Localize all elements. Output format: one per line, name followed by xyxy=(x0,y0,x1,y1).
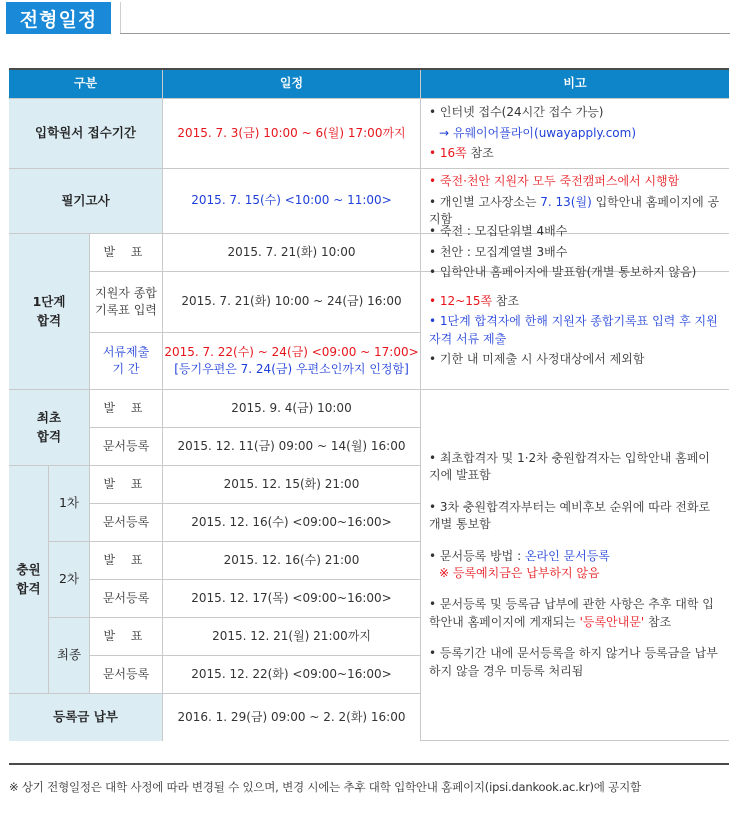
acceptance-remark-3b: 온라인 문서등록 xyxy=(524,548,610,563)
waitlist-round1-announce-label xyxy=(90,466,163,504)
schedule-table xyxy=(9,68,729,765)
stage1-docs-remark-page: • 12~15쪽 xyxy=(429,293,493,308)
application-remark-link: → 유웨이어플라이(uwayapply.com) xyxy=(439,125,637,140)
stage1-docs-remark-2: • 1단계 합격자에 한해 지원자 종합기록표 입력 후 지원자격 서류 제출 xyxy=(429,314,718,346)
waitlist-label-text: 충원 합격 xyxy=(16,562,41,596)
title-underline xyxy=(120,33,730,34)
final-announce-text: 발 표 xyxy=(103,400,149,415)
stage1-remark-2: • 천안 : 모집계열별 3배수 xyxy=(429,244,568,259)
stage1-docs-label-text: 서류제출 기 간 xyxy=(102,344,150,376)
final-announce-label xyxy=(90,390,163,428)
waitlist-label xyxy=(9,466,49,694)
application-remark-ref: 참조 xyxy=(466,146,494,161)
page-title: 전형일정 xyxy=(6,2,111,34)
stage1-announce-label xyxy=(90,234,163,272)
stage1-label-text: 1단계 합격 xyxy=(32,294,66,328)
acceptance-remark-2: • 3차 충원합격자부터는 예비후보 순위에 따라 전화로 개별 통보함 xyxy=(429,499,711,532)
application-label: 입학원서 접수기간 xyxy=(9,99,163,169)
acceptance-remark-4c: 참조 xyxy=(644,614,672,629)
stage1-record-date: 2015. 7. 21(화) 10:00 ~ 24(금) 16:00 xyxy=(163,272,421,333)
acceptance-remark-1: • 최초합격자 및 1·2차 충원합격자는 입학안내 홈페이지에 발표함 xyxy=(429,451,710,483)
stage1-docs-date xyxy=(163,333,421,390)
final-reg-label: 문서등록 xyxy=(90,428,163,466)
stage1-announce-text: 발 표 xyxy=(103,244,149,259)
title-divider xyxy=(120,2,121,34)
acceptance-remark-5: • 등록기간 내에 문서등록을 하지 않거나 등록금을 납부하지 않을 경우 미등록 처리됨 xyxy=(429,646,718,678)
acceptance-remarks xyxy=(421,390,729,741)
payment-label: 등록금 납부 xyxy=(9,694,163,741)
waitlist-round3-label: 최종 xyxy=(49,618,90,694)
acceptance-remark-3a: • 문서등록 방법 : xyxy=(429,548,525,563)
stage1-remark-3: • 입학안내 홈페이지에 발표함(개별 통보하지 않음) xyxy=(429,265,697,280)
waitlist-round3-announce-label xyxy=(90,618,163,656)
stage1-docs-remark-3: • 기한 내 미제출 시 사정대상에서 제외함 xyxy=(429,351,645,366)
stage1-docs-remark-ref: 참조 xyxy=(492,293,520,308)
stage1-docs-date-1: 2015. 7. 22(수) ~ 24(금) <09:00 ~ 17:00> xyxy=(164,344,419,359)
stage1-docs-date-2: [등기우편은 7. 24(금) 우편소인까지 인정함] xyxy=(174,362,409,376)
written-test-date: 2015. 7. 15(수) <10:00 ~ 11:00> xyxy=(163,169,421,234)
stage1-record-label: 지원자 종합기록표 입력 xyxy=(90,272,163,333)
waitlist-round1-announce-text: 발 표 xyxy=(103,476,149,491)
header-remarks: 비고 xyxy=(421,70,729,99)
acceptance-remark-3c: ※ 등록예치금은 납부하지 않음 xyxy=(439,566,600,580)
waitlist-round3-reg-label: 문서등록 xyxy=(90,656,163,694)
waitlist-round2-reg-label: 문서등록 xyxy=(90,580,163,618)
written-remark-2b: 7. 13(월) xyxy=(540,194,592,209)
waitlist-round2-announce-label xyxy=(90,542,163,580)
waitlist-round2-announce-text: 발 표 xyxy=(103,552,149,567)
header-category: 구분 xyxy=(9,70,163,99)
stage1-announce-date: 2015. 7. 21(화) 10:00 xyxy=(163,234,421,272)
stage1-label xyxy=(9,234,90,390)
application-date: 2015. 7. 3(금) 10:00 ~ 6(월) 17:00까지 xyxy=(163,99,421,169)
final-announce-date: 2015. 9. 4(금) 10:00 xyxy=(163,390,421,428)
stage1-remark-1: • 죽전 : 모집단위별 4배수 xyxy=(429,224,568,239)
payment-date: 2016. 1. 29(금) 09:00 ~ 2. 2(화) 16:00 xyxy=(163,694,421,741)
final-label xyxy=(9,390,90,466)
written-remark-2a: • 개인별 고사장소는 xyxy=(429,194,541,209)
waitlist-round1-label: 1차 xyxy=(49,466,90,542)
waitlist-round2-label: 2차 xyxy=(49,542,90,618)
written-remark-2c: 입학안내 홈페이지에 공지함 xyxy=(429,194,720,227)
header-schedule: 일정 xyxy=(163,70,421,99)
written-test-label: 필기고사 xyxy=(9,169,163,234)
waitlist-round3-announce-text: 발 표 xyxy=(103,628,149,643)
waitlist-round2-announce-date: 2015. 12. 16(수) 21:00 xyxy=(163,542,421,580)
final-reg-date: 2015. 12. 11(금) 09:00 ~ 14(월) 16:00 xyxy=(163,428,421,466)
application-remark-page: • 16쪽 xyxy=(429,146,467,161)
application-remarks xyxy=(421,99,729,169)
waitlist-round3-announce-date: 2015. 12. 21(월) 21:00까지 xyxy=(163,618,421,656)
waitlist-round1-reg-label: 문서등록 xyxy=(90,504,163,542)
final-label-text: 최초 합격 xyxy=(36,410,62,444)
waitlist-round1-announce-date: 2015. 12. 15(화) 21:00 xyxy=(163,466,421,504)
footnote: ※ 상기 전형일정은 대학 사정에 따라 변경될 수 있으며, 변경 시에는 추후 대학 입학안내 홈페이지(ipsi.dankook.ac.kr)에 공지함 xyxy=(9,780,641,794)
waitlist-round3-reg-date: 2015. 12. 22(화) <09:00~16:00> xyxy=(163,656,421,694)
acceptance-remark-4b: '등록안내문' xyxy=(579,614,645,629)
stage1-docs-remarks xyxy=(421,272,729,390)
written-remark-1: • 죽전·천안 지원자 모두 죽전캠퍼스에서 시행함 xyxy=(429,174,680,189)
stage1-remarks xyxy=(421,224,729,280)
stage1-docs-label xyxy=(90,333,163,390)
waitlist-round1-reg-date: 2015. 12. 16(수) <09:00~16:00> xyxy=(163,504,421,542)
application-remark-1: • 인터넷 접수(24시간 접수 가능) xyxy=(429,105,604,120)
waitlist-round2-reg-date: 2015. 12. 17(목) <09:00~16:00> xyxy=(163,580,421,618)
acceptance-remark-4a: • 문서등록 및 등록금 납부에 관한 사항은 추후 대학 입학안내 홈페이지에 게재되는 xyxy=(429,597,714,629)
